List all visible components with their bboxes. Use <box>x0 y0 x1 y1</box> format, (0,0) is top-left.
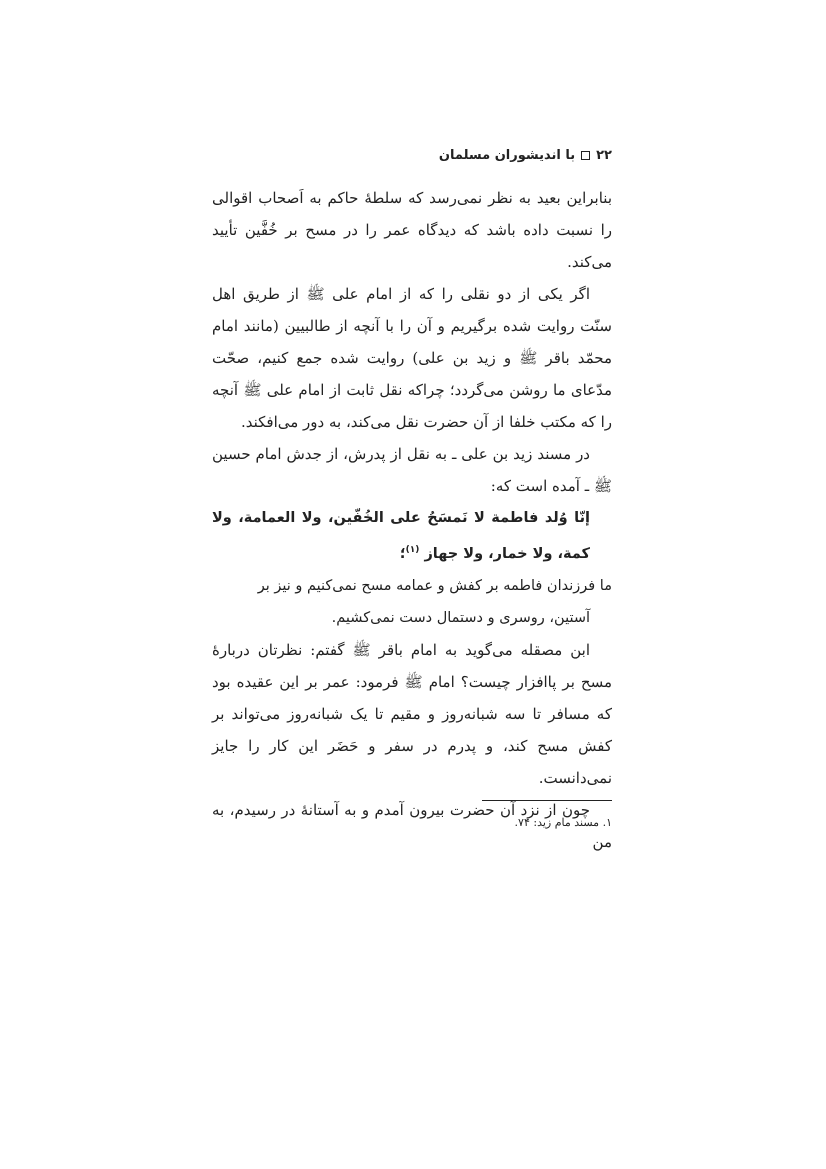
running-title: با اندیشوران مسلمان <box>438 147 576 163</box>
page-number: ۲۲ <box>596 147 612 163</box>
quote-text: إنّا وُلد فاطمة لا نَمسَحُ على الخُفّين، ولا العمامة، ولا كمة، ولا خمار، ولا جهاز <box>212 510 590 562</box>
translation-line-1: ما فرزندان فاطمه بر کفش و عمامه مسح نمی‌کنیم و نیز بر <box>257 577 612 594</box>
square-outline-icon <box>581 151 590 160</box>
arabic-quote <box>212 502 612 570</box>
main-text <box>212 182 612 858</box>
paragraph-2: اگر یکی از دو نقلی را که از امام علی ﷺ از طریق اهل سنّت روایت شده برگیریم و آن را با آنچه از طالبیین (مانند امام محمّد باقر ﷺ و زید بن علی) روایت شده جمع کنیم، صحّت مدّعای ما روشن می‌گردد؛ چراکه نقل ثابت از امام علی ﷺ آنچه را که مکتب خلفا از آن حضرت نقل می‌کند، به دور می‌افکند. <box>212 285 612 431</box>
running-header <box>439 143 612 167</box>
quote-end-mark: ؛ <box>399 545 406 562</box>
book-page <box>212 0 612 1169</box>
footnote: ۱. مسند مام زید: ۷۴. <box>514 816 612 829</box>
translation-line-2: آستین، روسری و دستمال دست نمی‌کشیم. <box>331 609 590 626</box>
footnote-divider <box>482 800 612 801</box>
paragraph-4: ابن مصقله می‌گوید به امام باقر ﷺ گفتم: نظرتان دربارهٔ مسح بر پاافزار چیست؟ امام ﷺ فرمود: عمر بر این عقیده بود که مسافر تا سه شبانه‌روز و مقیم تا یک شبانه‌روز می‌تواند بر کفش مسح کند، و پدرم در سفر و حَضَر این کار را جایز نمی‌دانست. <box>212 640 612 787</box>
paragraph-1: بنابراین بعید به نظر نمی‌رسد که سلطهٔ حاکم به اَصحاب اقوالی را نسبت داده باشد که دیدگاه عمر را در مسح بر خُفَّین تأیید می‌کند. <box>212 189 612 271</box>
quote-translation <box>212 570 612 634</box>
footnote-ref: (۱) <box>405 545 420 555</box>
paragraph-5: چون از نزد آن حضرت بیرون آمدم و به آستانهٔ در رسیدم، به من <box>212 800 612 851</box>
paragraph-3: در مسند زید بن علی ـ به نقل از پدرش، از جدش امام حسین ﷺ ـ آمده است که: <box>212 445 612 495</box>
